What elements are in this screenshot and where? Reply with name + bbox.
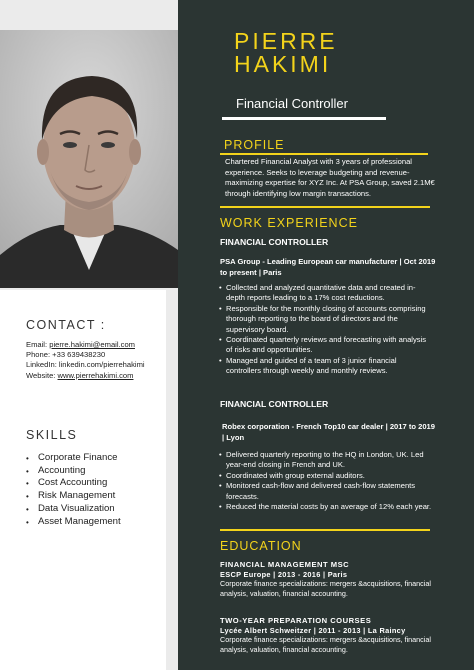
candidate-name: [234, 30, 338, 76]
skills-heading: SKILLS: [26, 428, 78, 442]
edu-school: Lycée Albert Schweitzer | 2011 - 2013 | La Raincy: [220, 626, 406, 635]
job-title: FINANCIAL CONTROLLER: [220, 399, 329, 409]
skill-item: • Cost Accounting: [26, 477, 121, 490]
job-bullet: • Reduced the material costs by an average of 12% each year.: [219, 502, 433, 512]
job-bullets: [219, 283, 433, 377]
job-bullet: • Managed and guided of a team of 3 junior financial controllers through weekly and monthly reviews.: [219, 356, 433, 377]
job-bullet: • Coordinated quarterly reviews and forecasting with analysis of risks and opportunities.: [219, 335, 433, 356]
profile-text: Chartered Financial Analyst with 3 years of professional experience. Seeks to leverage budgeting and revenue-maximizing expertise for XYZ Inc. At PSA Group, saved 2.1M€ through identifying low margin transactions.: [225, 157, 435, 198]
edu-degree: FINANCIAL MANAGEMENT MSC: [220, 560, 350, 569]
job-title: FINANCIAL CONTROLLER: [220, 237, 329, 247]
website-link[interactable]: www.pierrehakimi.com: [57, 370, 134, 380]
edu-description-line: analysis, valuation, financial accounting.: [220, 645, 348, 655]
job-company: [220, 257, 460, 278]
contact-phone: Phone: +33 639438230: [26, 350, 106, 360]
contact-website: [26, 371, 145, 381]
education-divider-top: [220, 529, 430, 531]
work-heading: WORK EXPERIENCE: [220, 216, 358, 230]
skill-item: • Data Visualization: [26, 503, 121, 516]
work-divider-top: [220, 206, 430, 208]
contact-list: [26, 340, 145, 381]
contact-email-label: Email:: [26, 340, 50, 349]
email-link[interactable]: pierre.hakimi@email.com: [49, 340, 135, 349]
portrait-image: [0, 30, 178, 288]
skill-item: • Accounting: [26, 465, 121, 478]
skill-item: • Corporate Finance: [26, 452, 121, 465]
profile-divider: [220, 153, 428, 155]
profile-photo: [0, 30, 178, 288]
job-bullet: • Coordinated with group external auditors.: [219, 471, 433, 481]
contact-email: [26, 340, 145, 350]
skill-item: • Asset Management: [26, 516, 121, 529]
job-bullet: • Responsible for the monthly closing of accounts comprising thorough reporting to the board of directors and the supervisory board.: [219, 304, 433, 335]
edu-description: [220, 579, 470, 600]
role-underline: [222, 117, 386, 120]
edu-description-line: analysis, valuation, financial accounting.: [220, 589, 348, 599]
job-company-line: Robex corporation - French Top10 car dealer | 2017 to 2019: [222, 422, 435, 431]
job-company-line: to present | Paris: [220, 267, 282, 277]
edu-description-line: Corporate finance specializations: mergers &acquisitions, financial: [220, 579, 431, 588]
profile-heading: PROFILE: [224, 138, 285, 152]
job-bullet: • Delivered quarterly reporting to the HQ in London, UK. Led year-end closing in French and UK.: [219, 450, 433, 471]
contact-website-label: Website:: [26, 370, 58, 380]
last-name: HAKIMI: [234, 51, 332, 77]
edu-degree: TWO-YEAR PREPARATION COURSES: [220, 616, 372, 625]
first-name: PIERRE: [234, 28, 338, 54]
contact-heading: CONTACT :: [26, 318, 106, 332]
job-bullets: [219, 450, 433, 512]
edu-description-line: Corporate finance specializations: mergers &acquisitions, financial: [220, 635, 431, 644]
skills-list: [26, 452, 121, 528]
job-company-line: | Lyon: [222, 432, 245, 442]
edu-description: [220, 635, 470, 656]
job-bullet: • Collected and analyzed quantitative data and created in- depth reports leading to a 17% cost reductions.: [219, 283, 433, 304]
job-bullet: • Monitored cash-flow and delivered cash-flow statements forecasts.: [219, 481, 433, 502]
job-company: [222, 422, 462, 443]
edu-school: ESCP Europe | 2013 - 2016 | Paris: [220, 570, 348, 579]
skill-item: • Risk Management: [26, 490, 121, 503]
job-company-line: PSA Group - Leading European car manufacturer | Oct 2019: [220, 257, 436, 266]
contact-linkedin: LinkedIn: linkedin.com/pierrehakimi: [26, 360, 145, 370]
job-role: Financial Controller: [236, 96, 348, 111]
education-heading: EDUCATION: [220, 539, 302, 553]
